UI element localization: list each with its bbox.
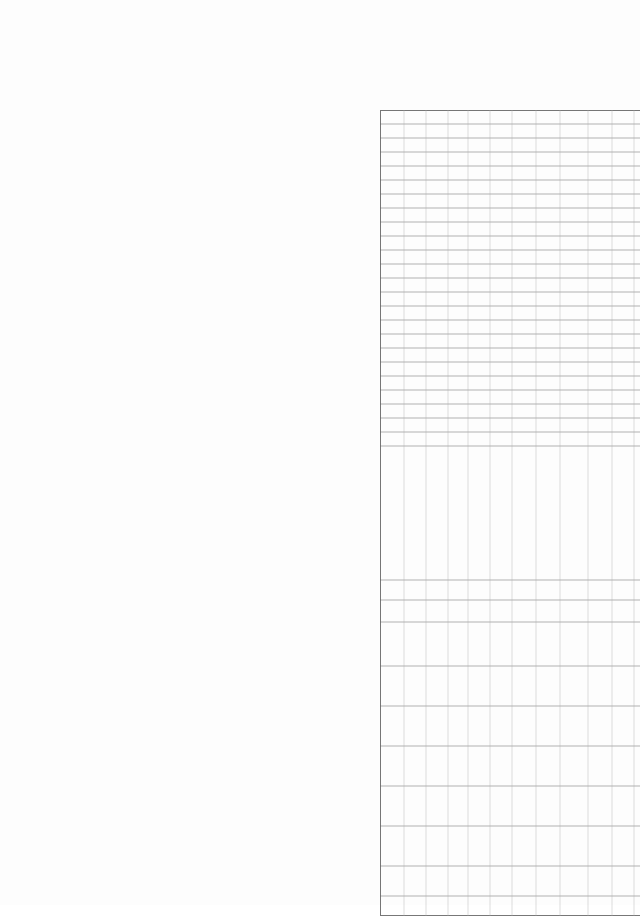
table-frame [381, 111, 640, 916]
table-grid [380, 110, 640, 916]
program-indicators-table [380, 110, 640, 916]
